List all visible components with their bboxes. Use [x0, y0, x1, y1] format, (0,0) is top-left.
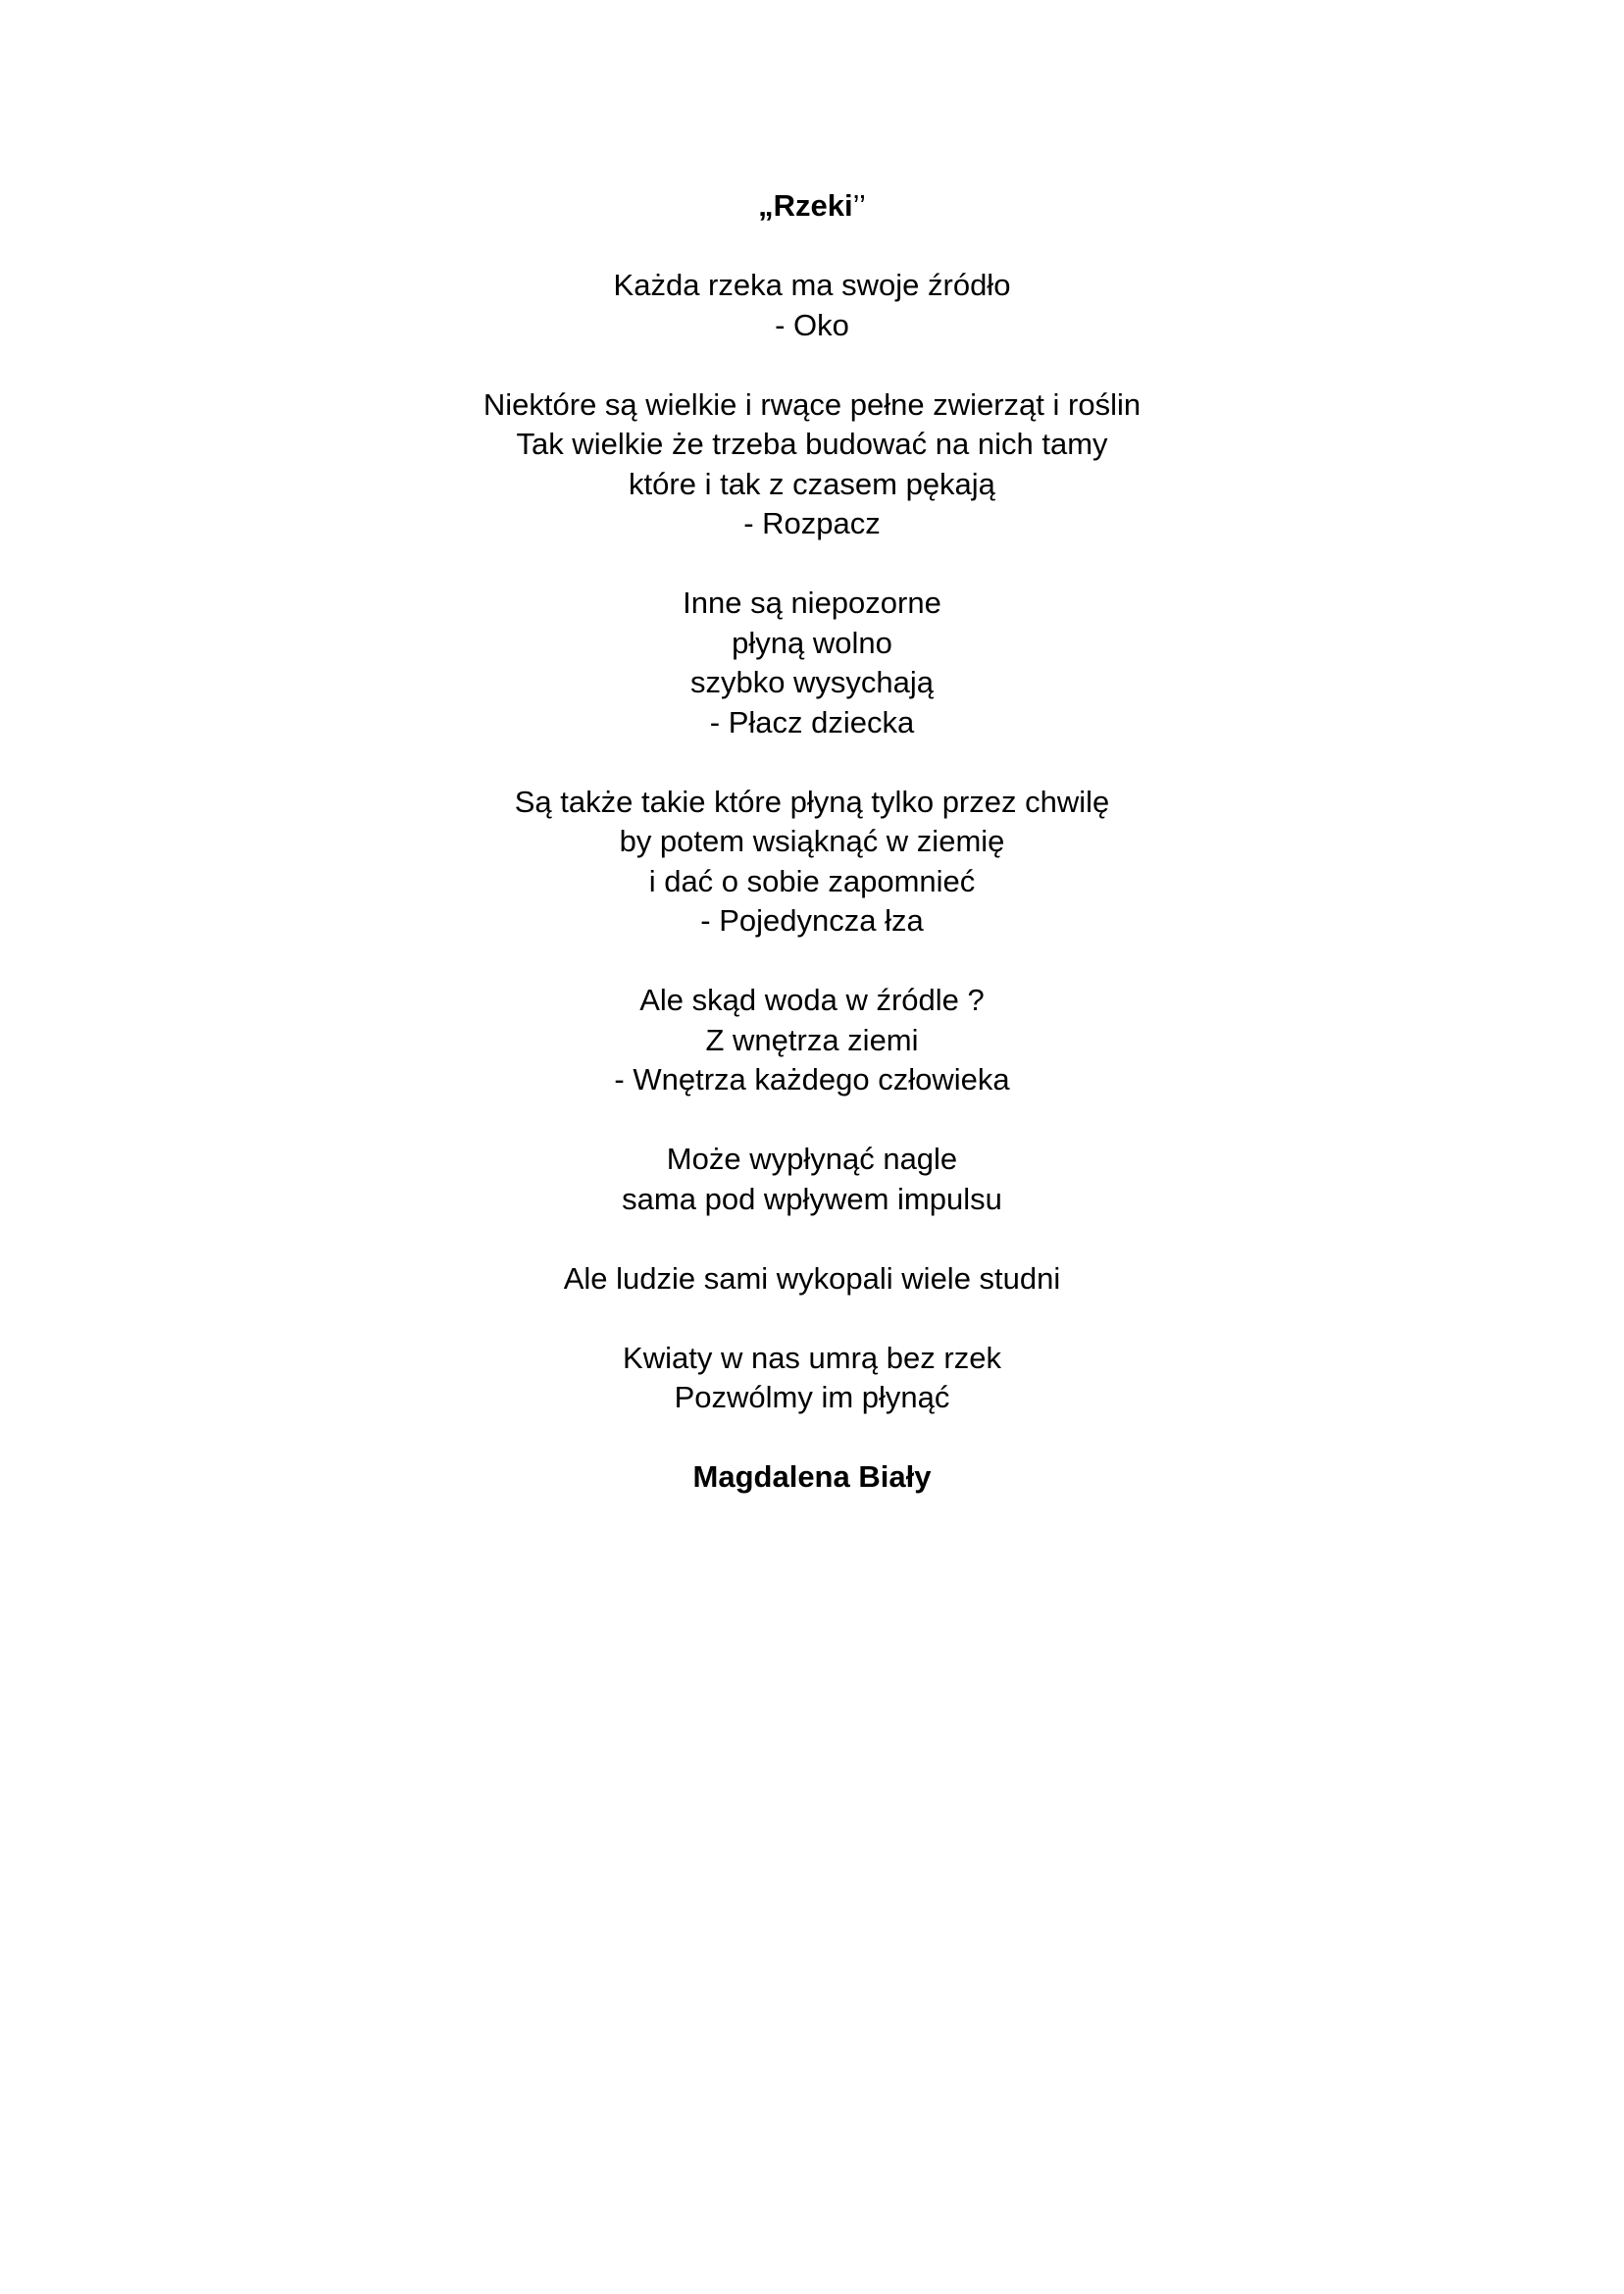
verse-line: Są także takie które płyną tylko przez chwilę: [514, 784, 1110, 819]
verse-line: by potem wsiąknąć w ziemię: [619, 824, 1005, 858]
verse-line: Ale skąd woda w źródle ?: [639, 983, 985, 1017]
stanza-3: [0, 584, 1624, 742]
verse-line: - Pojedyncza łza: [700, 903, 924, 938]
verse-line: Ale ludzie sami wykopali wiele studni: [563, 1260, 1061, 1296]
verse-line: - Oko: [775, 307, 849, 342]
verse-line: Każda rzeka ma swoje źródło: [613, 268, 1011, 302]
verse-line: - Wnętrza każdego człowieka: [614, 1062, 1010, 1096]
stanza-4: [0, 783, 1624, 942]
stanza-7: [0, 1259, 1624, 1300]
verse-line: Kwiaty w nas umrą bez rzek: [623, 1340, 1001, 1375]
stanza-5: [0, 981, 1624, 1100]
poem-title-text: „Rzeki: [758, 188, 853, 223]
verse-line: szybko wysychają: [689, 665, 935, 699]
poem-title: [0, 186, 1624, 227]
verse-line: Może wypłynąć nagle: [666, 1142, 958, 1176]
poem-author: Magdalena Biały: [692, 1459, 932, 1494]
verse-line: Z wnętrza ziemi: [705, 1022, 919, 1057]
stanza-6: [0, 1140, 1624, 1219]
verse-line: i dać o sobie zapomnieć: [648, 863, 976, 898]
stanza-8: [0, 1339, 1624, 1418]
verse-line: Tak wielkie że trzeba budować na nich tamy: [516, 427, 1108, 461]
verse-line: Pozwólmy im płynąć: [674, 1380, 950, 1414]
verse-line: Niektóre są wielkie i rwące pełne zwierząt i roślin: [482, 386, 1142, 422]
verse-line: - Płacz dziecka: [709, 704, 915, 739]
poem: [0, 186, 1624, 1498]
stanza-2: [0, 385, 1624, 544]
stanza-1: [0, 266, 1624, 345]
poem-title-closing-quote: ’’: [852, 188, 866, 223]
verse-line: sama pod wpływem impulsu: [622, 1181, 1002, 1216]
verse-line: - Rozpacz: [743, 506, 881, 540]
verse-line: płyną wolno: [732, 625, 892, 660]
verse-line: które i tak z czasem pękają: [629, 466, 995, 501]
verse-line: Inne są niepozorne: [683, 586, 941, 620]
